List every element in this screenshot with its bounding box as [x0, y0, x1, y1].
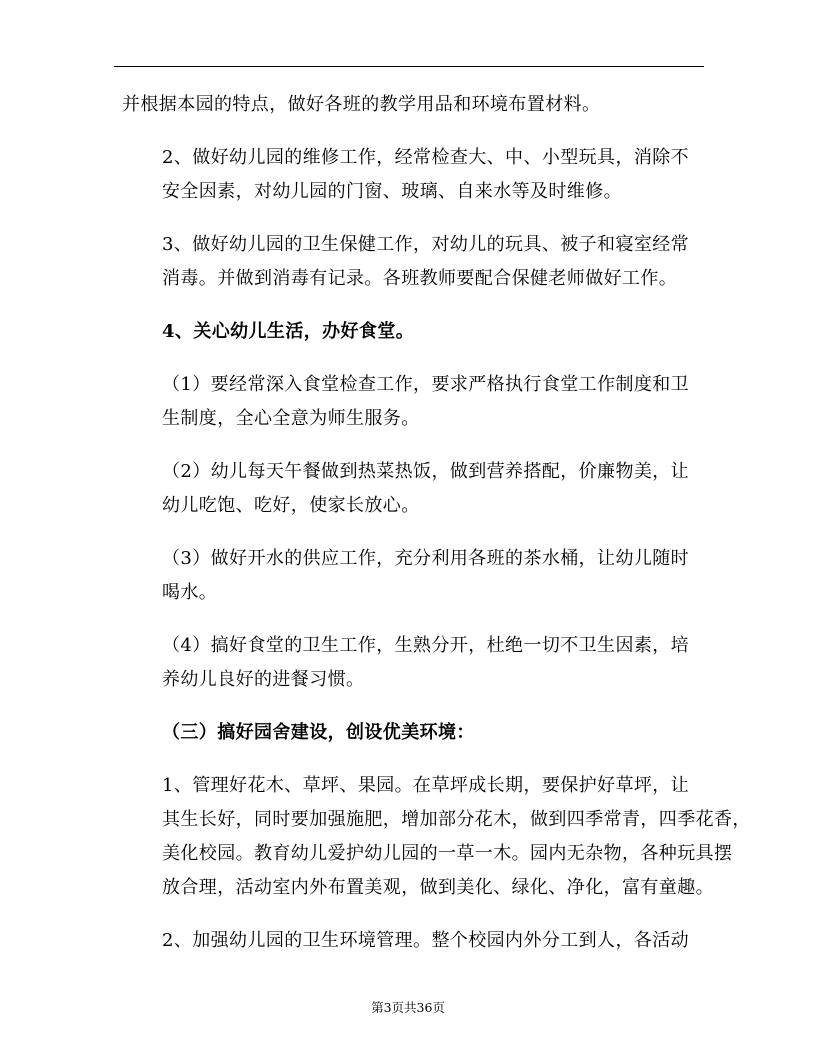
text-line: 安全因素，对幼儿园的门窗、玻璃、自来水等及时维修。	[162, 181, 622, 202]
text-line: 养幼儿良好的进餐习惯。	[162, 669, 365, 690]
text-line: 4、关心幼儿生活，办好食堂。	[162, 321, 415, 342]
header-rule	[114, 66, 704, 67]
paragraph-item-2	[122, 141, 702, 209]
text-line: （三）搞好园舍建设，创设优美环境：	[162, 722, 475, 743]
text-line: 喝水。	[162, 582, 218, 603]
paragraph-env-2	[122, 924, 702, 958]
text-line: 消毒。并做到消毒有记录。各班教师要配合保健老师做好工作。	[162, 268, 678, 289]
paragraph-section-3	[122, 716, 702, 750]
paragraph-item-3	[122, 228, 702, 296]
text-line: 生制度，全心全意为师生服务。	[162, 408, 420, 429]
text-line: （2）幼儿每天午餐做到热菜热饭，做到营养搭配，价廉物美，让	[162, 461, 690, 482]
text-line: （4）搞好食堂的卫生工作，生熟分开，杜绝一切不卫生因素，培	[162, 635, 690, 656]
page-footer	[0, 1000, 816, 1016]
text-line: 2、加强幼儿园的卫生环境管理。整个校园内外分工到人，各活动	[162, 930, 690, 951]
text-line: 其生长好，同时要加强施肥，增加部分花木，做到四季常青，四季花香，	[162, 809, 751, 830]
paragraph-sub-3	[122, 542, 702, 610]
paragraph-heading-4	[122, 315, 702, 349]
paragraph-env-1	[122, 769, 751, 905]
paragraph-sub-2	[122, 455, 702, 523]
text-line: 幼儿吃饱、吃好，使家长放心。	[162, 495, 420, 516]
text-line: 2、做好幼儿园的维修工作，经常检查大、中、小型玩具，消除不	[162, 147, 690, 168]
text-line: 3、做好幼儿园的卫生保健工作，对幼儿的玩具、被子和寝室经常	[162, 234, 690, 255]
text-line: （1）要经常深入食堂检查工作，要求严格执行食堂工作制度和卫	[162, 374, 690, 395]
paragraph-sub-1	[122, 368, 702, 436]
text-line: 1、管理好花木、草坪、果园。在草坪成长期，要保护好草坪，让	[162, 775, 690, 796]
document-body	[122, 88, 751, 977]
text-line: （3）做好开水的供应工作，充分利用各班的茶水桶，让幼儿随时	[162, 548, 690, 569]
page-number-label: 第3页共36页	[371, 1000, 445, 1015]
text-line: 并根据本园的特点，做好各班的教学用品和环境布置材料。	[122, 94, 601, 115]
paragraph-intro	[122, 88, 702, 122]
text-line: 美化校园。教育幼儿爱护幼儿园的一草一木。园内无杂物，各种玩具摆	[162, 843, 733, 864]
paragraph-sub-4	[122, 629, 702, 697]
text-line: 放合理，活动室内外布置美观，做到美化、绿化、净化，富有童趣。	[162, 877, 714, 898]
